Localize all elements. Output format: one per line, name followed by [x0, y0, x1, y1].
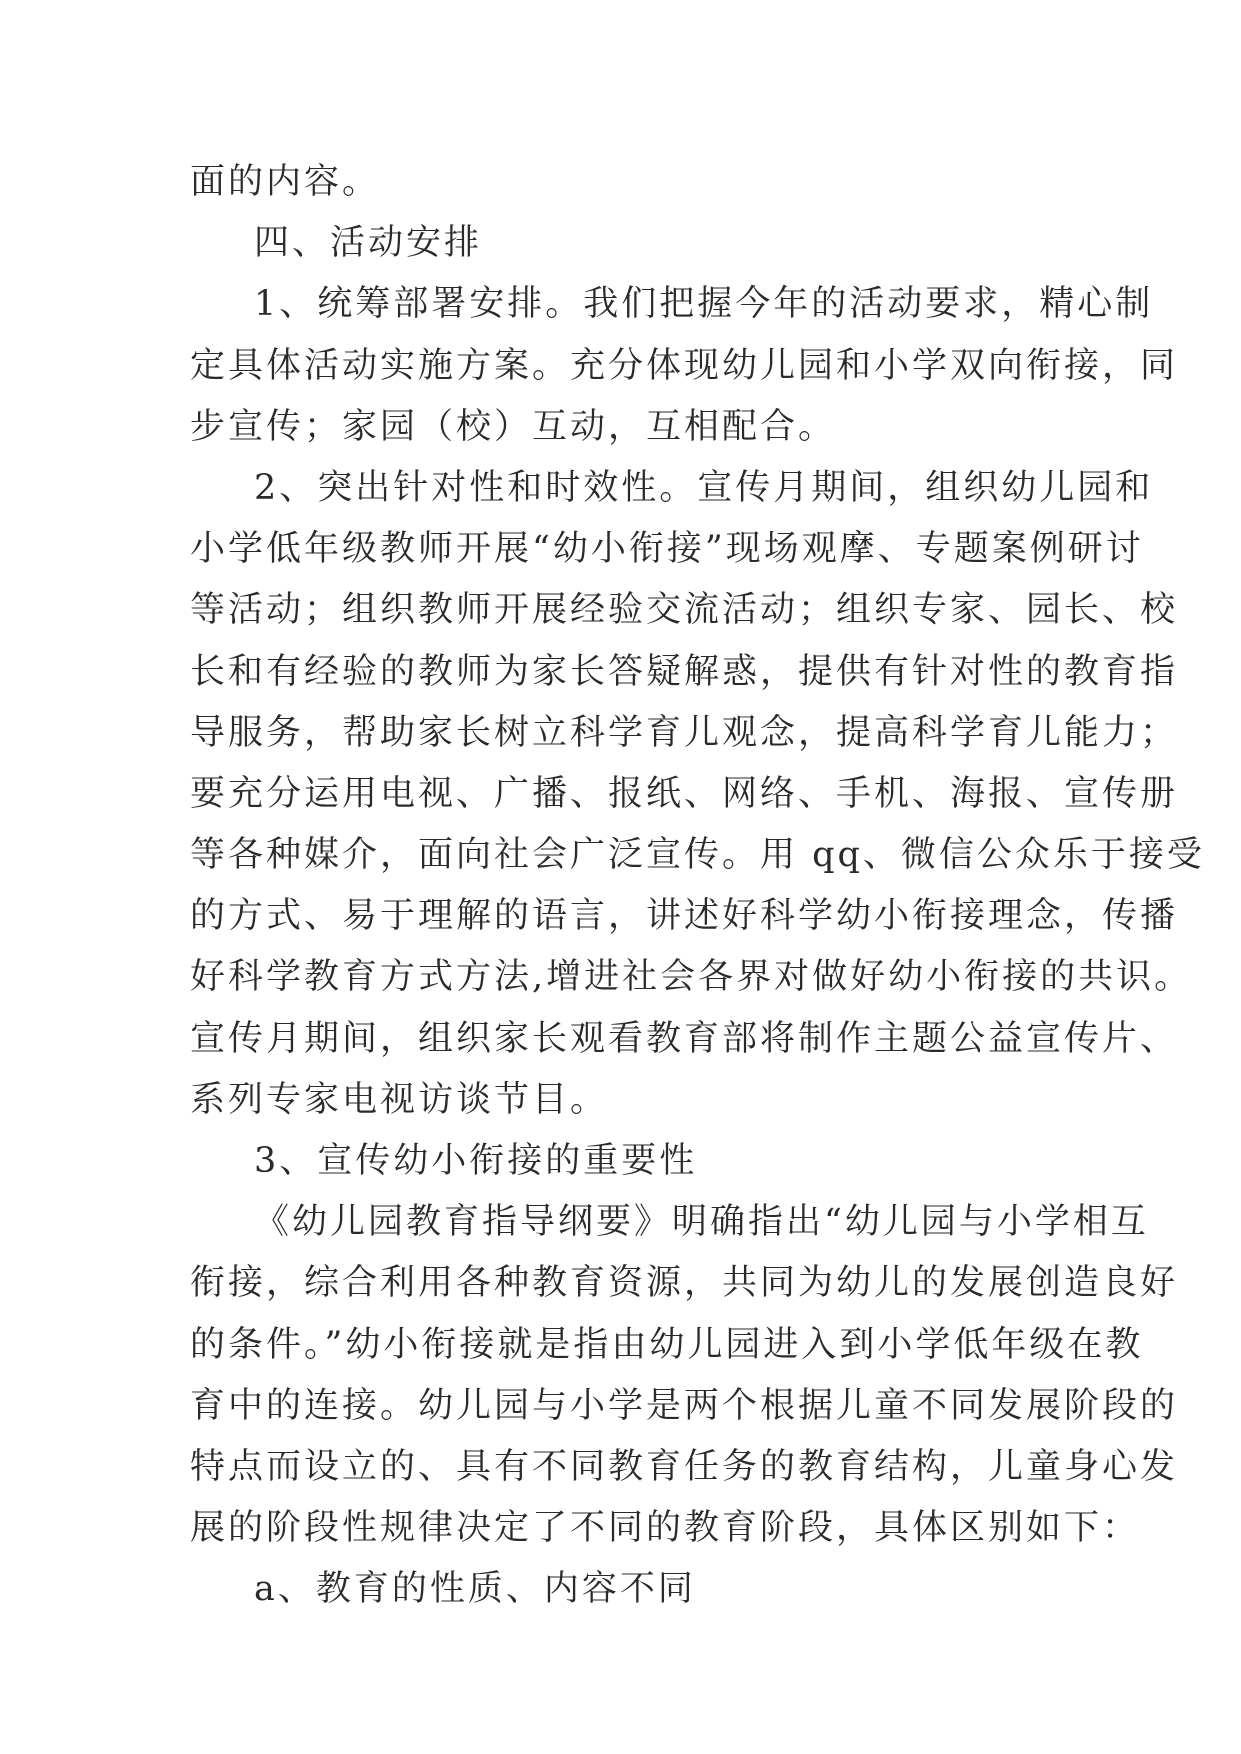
- text-line: 《幼儿园教育指导纲要》明确指出“幼儿园与小学相互: [254, 1202, 1149, 1243]
- text-line: 的方式、易于理解的语言，讲述好科学幼小衔接理念，传播: [190, 896, 1179, 937]
- text-line: 导服务，帮助家长树立科学育儿观念，提高科学育儿能力；: [190, 712, 1179, 753]
- text-line: 特点而设立的、具有不同教育任务的教育结构，儿童身心发: [190, 1446, 1179, 1487]
- text-line: 长和有经验的教师为家长答疑解惑，提供有针对性的教育指: [190, 651, 1179, 692]
- text-line: 展的阶段性规律决定了不同的教育阶段，具体区别如下：: [190, 1508, 1141, 1549]
- text-line: 的条件。”幼小衔接就是指由幼儿园进入到小学低年级在教: [190, 1324, 1144, 1365]
- text-line: 3、宣传幼小衔接的重要性: [254, 1141, 698, 1181]
- text-line: 定具体活动实施方案。充分体现幼儿园和小学双向衔接，同: [190, 345, 1179, 386]
- text-line: 面的内容。: [190, 162, 381, 202]
- text-line: 四、活动安排: [254, 223, 483, 264]
- text-line: 衔接，综合利用各种教育资源，共同为幼儿的发展创造良好: [190, 1263, 1179, 1304]
- text-line: 1、统筹部署安排。我们把握今年的活动要求，精心制: [254, 284, 1154, 325]
- text-line: 要充分运用电视、广播、报纸、网络、手机、海报、宣传册: [190, 773, 1179, 814]
- text-line: 2、突出针对性和时效性。宣传月期间，组织幼儿园和: [254, 467, 1154, 508]
- text-line: a、教育的性质、内容不同: [254, 1569, 696, 1610]
- document-body: [190, 152, 1205, 1621]
- text-line: 等各种媒介，面向社会广泛宣传。用 qq、微信公众乐于接受: [190, 835, 1205, 876]
- text-line: 等活动；组织教师开展经验交流活动；组织专家、园长、校: [190, 590, 1179, 631]
- text-line: 步宣传；家园（校）互动，互相配合。: [190, 406, 837, 447]
- text-line: 宣传月期间，组织家长观看教育部将制作主题公益宣传片、: [190, 1018, 1179, 1059]
- text-line: 育中的连接。幼儿园与小学是两个根据儿童不同发展阶段的: [190, 1385, 1179, 1426]
- text-line: 小学低年级教师开展“幼小衔接”现场观摩、专题案例研讨: [190, 529, 1144, 570]
- text-line: 系列专家电视访谈节目。: [190, 1079, 609, 1120]
- text-line: 好科学教育方式方法,增进社会各界对做好幼小衔接的共识。: [190, 957, 1193, 998]
